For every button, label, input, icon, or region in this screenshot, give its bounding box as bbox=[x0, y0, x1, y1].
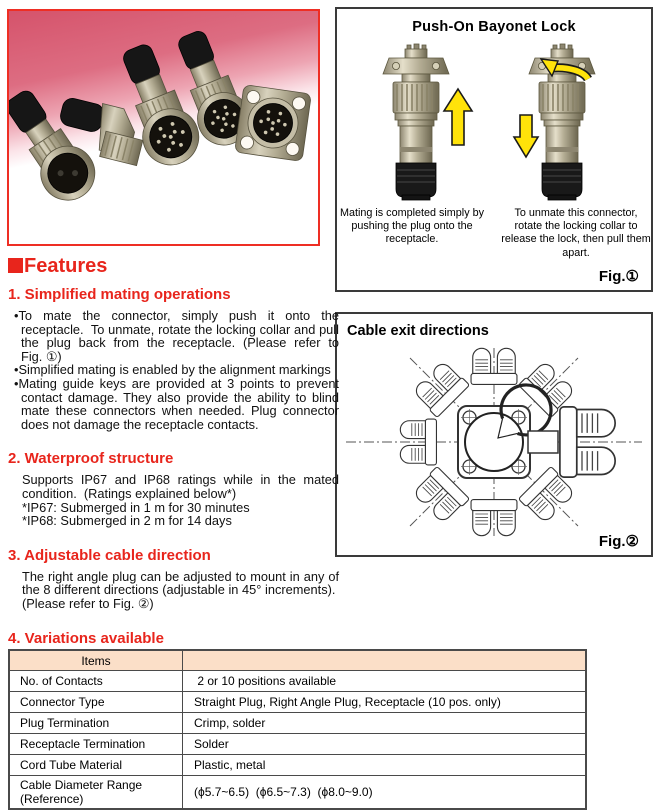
row-value: Plastic, metal bbox=[183, 755, 587, 776]
mating-connector-illustration bbox=[362, 43, 480, 201]
table-header-row bbox=[9, 650, 586, 671]
paragraph: *IP67: Submerged in 1 m for 30 minutes bbox=[22, 499, 250, 515]
section4-heading: 4. Variations available bbox=[8, 629, 164, 647]
table-header-items: Items bbox=[9, 650, 183, 671]
row-item: Cord Tube Material bbox=[9, 755, 183, 776]
figure2-label: Fig.② bbox=[598, 533, 639, 550]
unmating-connector-illustration bbox=[508, 43, 626, 201]
table-row bbox=[9, 692, 586, 713]
table-header-empty bbox=[183, 650, 587, 671]
down-arrow-icon bbox=[514, 115, 538, 157]
section2-heading: 2. Waterproof structure bbox=[8, 450, 174, 468]
row-item: Receptacle Termination bbox=[9, 734, 183, 755]
variations-table bbox=[8, 649, 587, 810]
row-value: Crimp, solder bbox=[183, 713, 587, 734]
connector-family-illustration bbox=[9, 11, 318, 244]
row-item: Cable Diameter Range (Reference) bbox=[9, 776, 183, 810]
figure2-panel bbox=[335, 312, 653, 557]
table-row bbox=[9, 776, 586, 810]
features-heading: Features bbox=[8, 255, 339, 277]
section3-heading: 3. Adjustable cable direction bbox=[8, 546, 211, 564]
variations-table-container bbox=[8, 649, 587, 810]
bullet-item: •Mating guide keys are provided at 3 points to prevent contact damage. They also provide the ability to blind mate these connectors when needed. Plug connector does not damage the receptacle contacts. bbox=[14, 375, 339, 432]
receptacle-photo bbox=[235, 85, 312, 162]
section3-body bbox=[22, 570, 339, 611]
section2-body bbox=[22, 473, 339, 527]
section1-bullets bbox=[14, 309, 339, 431]
figure1-panel bbox=[335, 7, 653, 292]
product-photo bbox=[7, 9, 320, 246]
up-arrow-icon bbox=[444, 89, 472, 145]
red-square-icon bbox=[8, 258, 23, 273]
figure1-caption-left: Mating is completed simply by pushing the plug onto the receptacle. bbox=[339, 207, 484, 246]
table-row bbox=[9, 713, 586, 734]
table-row bbox=[9, 734, 586, 755]
row-value: Straight Plug, Right Angle Plug, Receptacle (10 pos. only) bbox=[183, 692, 587, 713]
figure1-images bbox=[337, 43, 651, 201]
figure1-title: Push-On Bayonet Lock bbox=[412, 19, 576, 35]
paragraph: Supports IP67 and IP68 ratings while in the mated condition. (Ratings explained below*) bbox=[22, 472, 339, 501]
figure1-caption-right: To unmate this connector, rotate the locking collar to release the lock, then pull them apart. bbox=[501, 207, 651, 259]
features-section bbox=[8, 255, 339, 653]
table-row bbox=[9, 671, 586, 692]
bullet-item: •Simplified mating is enabled by the alignment markings bbox=[14, 362, 331, 378]
bullet-item: •To mate the connector, simply push it onto the receptacle. To unmate, rotate the locking collar and pull the plug back from the receptacle. (Please refer to Fig. ①) bbox=[14, 308, 339, 364]
cable-exit-diagram bbox=[343, 344, 645, 540]
section1-heading: 1. Simplified mating operations bbox=[8, 286, 231, 303]
paragraph: *IP68: Submerged in 2 m for 14 days bbox=[22, 513, 232, 529]
figure2-title: Cable exit directions bbox=[347, 323, 489, 339]
figure1-label: Fig.① bbox=[598, 268, 639, 285]
table-row bbox=[9, 755, 586, 776]
row-item: No. of Contacts bbox=[9, 671, 183, 692]
row-item: Connector Type bbox=[9, 692, 183, 713]
row-item: Plug Termination bbox=[9, 713, 183, 734]
row-value: Solder bbox=[183, 734, 587, 755]
row-value: (ϕ5.7~6.5) (ϕ6.5~7.3) (ϕ8.0~9.0) bbox=[183, 776, 587, 810]
paragraph: The right angle plug can be adjusted to mount in any of the 8 different directions (adjustable in 45° increments). (Please refer to Fig. ②) bbox=[22, 568, 339, 611]
row-value: 2 or 10 positions available bbox=[183, 671, 587, 692]
